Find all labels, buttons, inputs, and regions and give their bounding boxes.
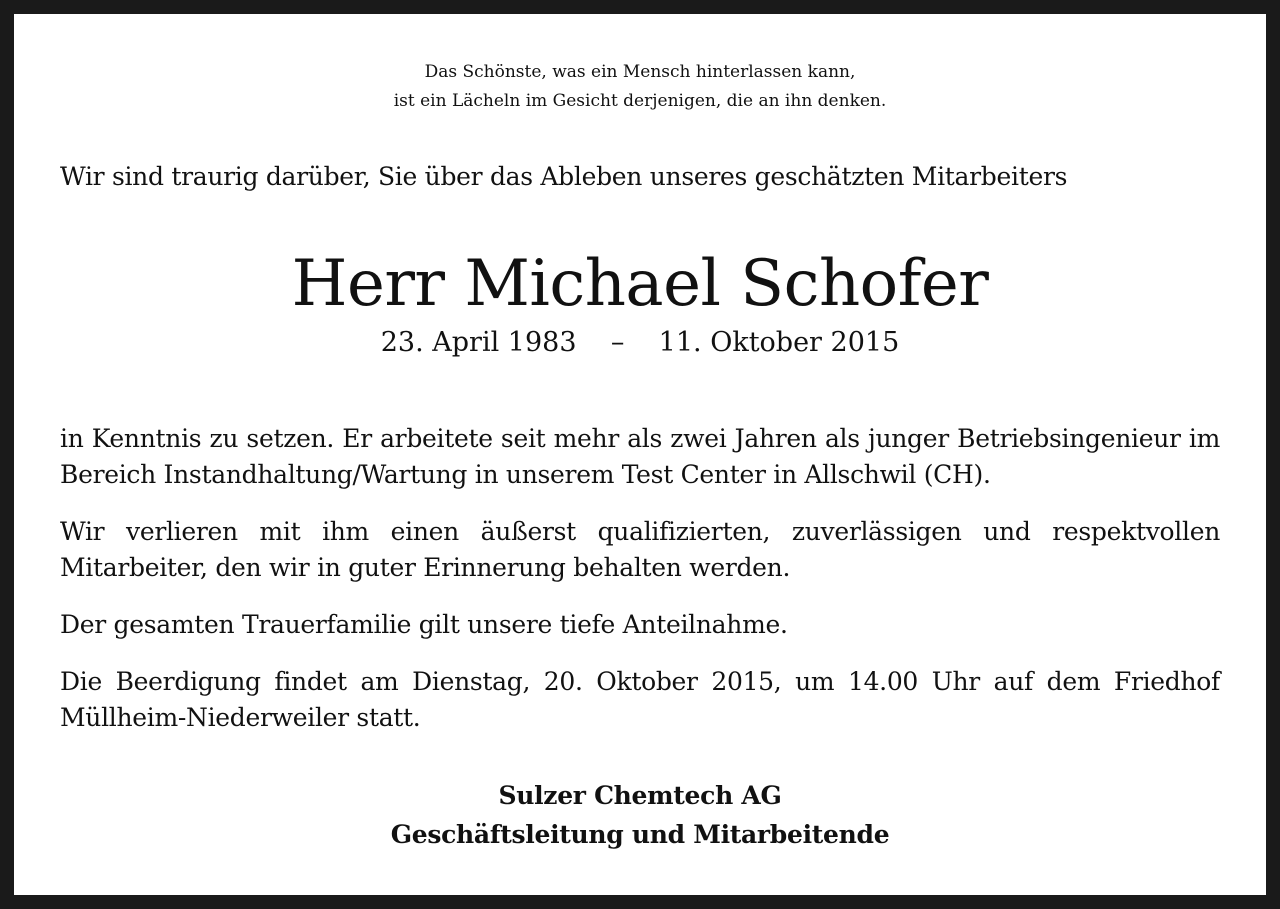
intro-text: Wir sind traurig darüber, Sie über das Ableben unseres geschätzten Mitarbeiters	[60, 162, 1068, 191]
epigraph-line-1: Das Schönste, was ein Mensch hinterlassen kann,	[424, 62, 856, 82]
body-paragraph-2: Wir verlieren mit ihm einen äußerst qualifizierten, zuverlässigen und respektvollen Mitarbeiter, den wir in guter Erinnerung behalten werden.	[60, 517, 1220, 582]
epigraph-line-2: ist ein Lächeln im Gesicht derjenigen, die an ihn denken.	[393, 91, 887, 111]
signature-department: Geschäftsleitung und Mitarbeitende	[390, 820, 890, 849]
body-paragraph-1: in Kenntnis zu setzen. Er arbeitete seit mehr als zwei Jahren als junger Betriebsingenieur im Bereich Instandhaltung/Wartung in unserem Test Center in Allschwil (CH).	[60, 424, 1220, 489]
obituary-notice	[14, 14, 1266, 895]
signature-company: Sulzer Chemtech AG	[498, 781, 782, 810]
notice-body	[60, 421, 1220, 757]
epigraph	[14, 58, 1266, 116]
life-dates: 23. April 1983 – 11. Oktober 2015	[380, 327, 900, 358]
deceased-name: Herr Michael Schofer	[291, 247, 989, 321]
signature	[14, 776, 1266, 854]
body-paragraph-4: Die Beerdigung findet am Dienstag, 20. Oktober 2015, um 14.00 Uhr auf dem Friedhof Müllheim-Niederweiler statt.	[60, 667, 1220, 732]
body-paragraph-3: Der gesamten Trauerfamilie gilt unsere tiefe Anteilnahme.	[60, 610, 788, 639]
